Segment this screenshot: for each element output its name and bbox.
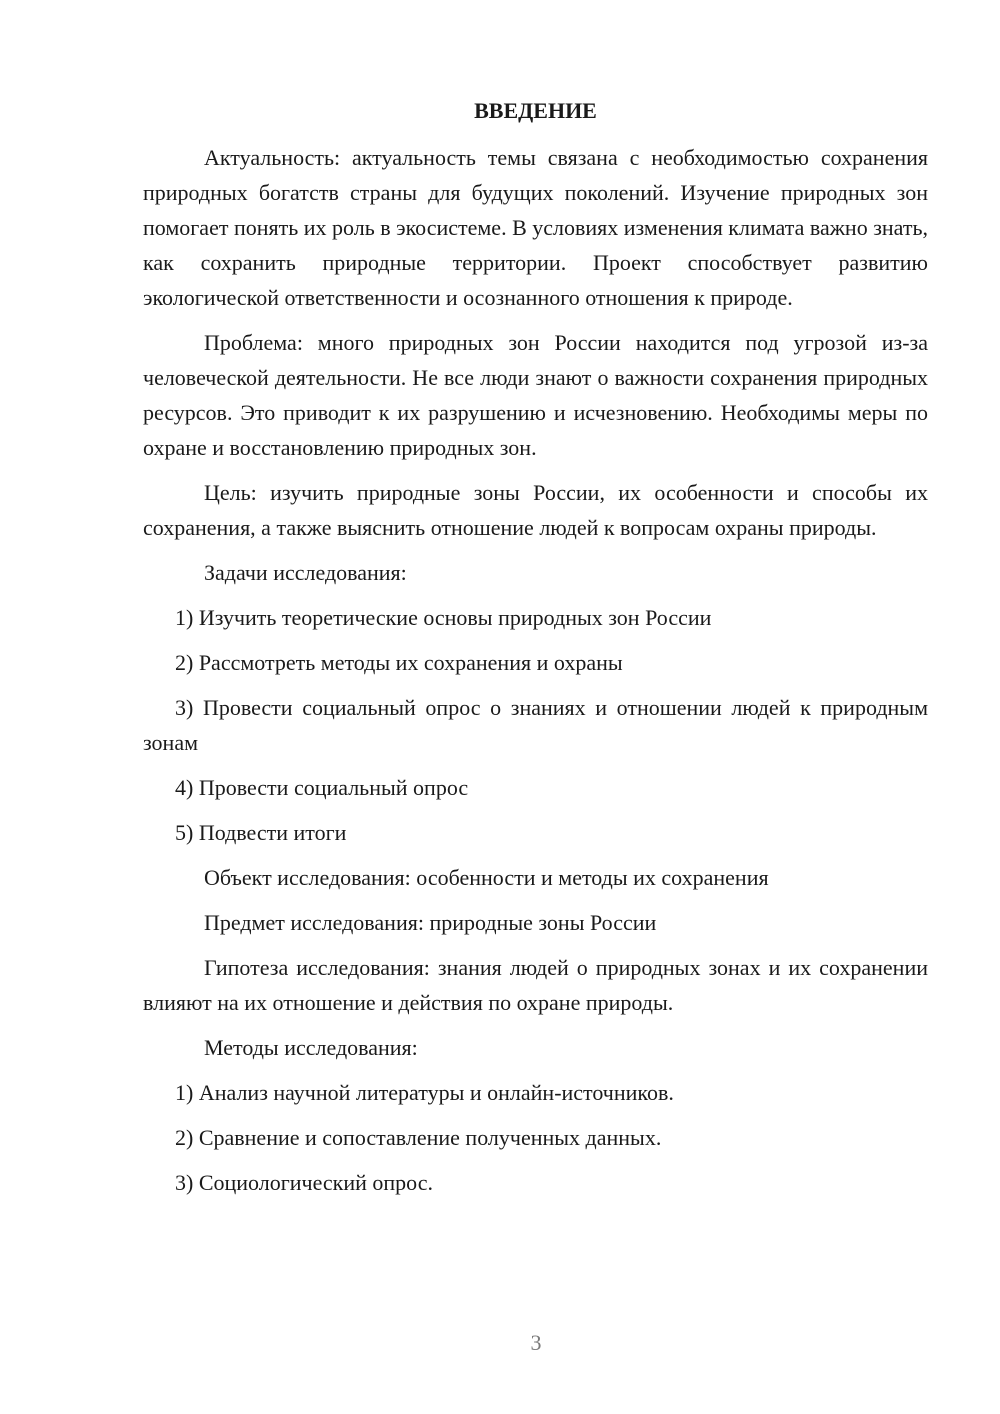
section-title: ВВЕДЕНИЕ: [474, 98, 597, 123]
methods-heading: Методы исследования:: [204, 1035, 418, 1060]
object-paragraph: Объект исследования: особенности и методы их сохранения: [204, 865, 769, 890]
hypothesis-paragraph: Гипотеза исследования: знания людей о природных зонах и их сохранении влияют на их отношение и действия по охране природы.: [143, 955, 928, 1015]
method-item-2: 2) Сравнение и сопоставление полученных данных.: [175, 1125, 662, 1150]
method-item-1: 1) Анализ научной литературы и онлайн-источников.: [175, 1080, 674, 1105]
task-item-1: 1) Изучить теоретические основы природных зон России: [175, 605, 712, 630]
goal-paragraph: Цель: изучить природные зоны России, их особенности и способы их сохранения, а также выяснить отношение людей к вопросам охраны природы.: [143, 480, 928, 540]
tasks-heading: Задачи исследования:: [204, 560, 407, 585]
relevance-paragraph: Актуальность: актуальность темы связана с необходимостью сохранения природных богатств страны для будущих поколений. Изучение природных зон помогает понять их роль в экосистеме. В условиях изменения климата важно знать, как сохранить природные территории. Проект способствует развитию экологической ответственности и осознанного отношения к природе.: [143, 145, 929, 310]
problem-paragraph: Проблема: много природных зон России находится под угрозой из-за человеческой деятельности. Не все люди знают о важности сохранения природных ресурсов. Это приводит к их разрушению и исчезновению. Необходимы меры по охране и восстановлению природных зон.: [143, 330, 928, 460]
document-page: [143, 93, 928, 1210]
task-item-5: 5) Подвести итоги: [175, 820, 347, 845]
subject-paragraph: Предмет исследования: природные зоны России: [204, 910, 657, 935]
method-item-3: 3) Социологический опрос.: [175, 1170, 433, 1195]
task-item-4: 4) Провести социальный опрос: [175, 775, 469, 800]
task-item-3: 3) Провести социальный опрос о знаниях и отношении людей к природным зонам: [143, 695, 928, 755]
page-number: 3: [530, 1330, 542, 1355]
task-item-2: 2) Рассмотреть методы их сохранения и охраны: [175, 650, 623, 675]
